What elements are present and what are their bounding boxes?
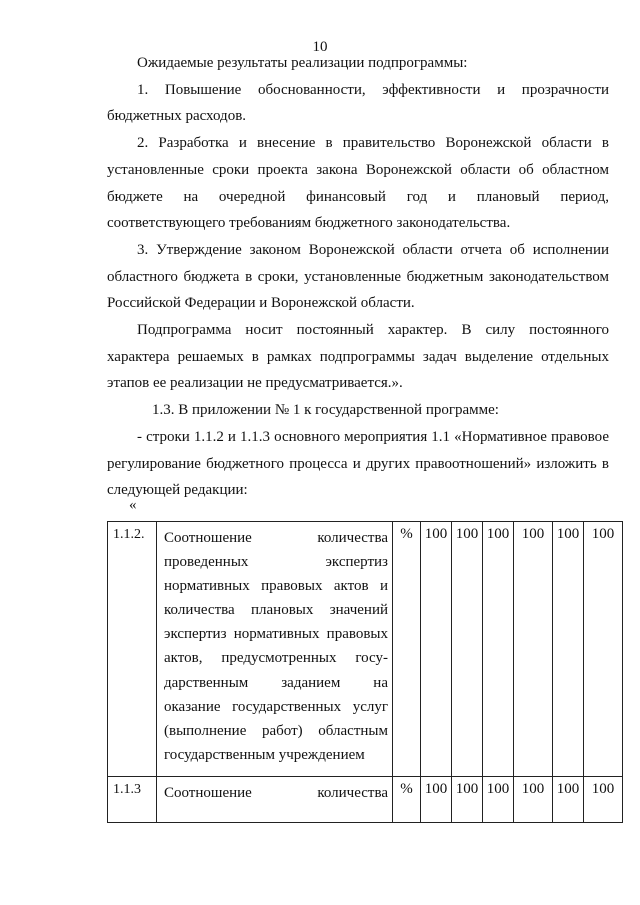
row-value: 100 — [514, 777, 553, 823]
table-row — [108, 522, 623, 777]
row-number: 1.1.3 — [108, 777, 157, 823]
paragraph-item-2: 2. Разработка и внесение в правительство Воронежской области в установленные сроки проекта закона Воронежской области об областном бюджете на очередной финансовый год и плановый период, соответствующего требованиям бюджетного законодательства. — [107, 135, 609, 232]
paragraph-appendix: 1.3. В приложении № 1 к государственной программе: — [152, 402, 499, 419]
paragraph-lines-instruction: - строки 1.1.2 и 1.1.3 основного мероприятия 1.1 «Нормативное правовое регулирование бюджетного процесса и других правоотношений» изложить в следующей редакции: — [107, 428, 609, 499]
indicator-table — [107, 521, 623, 823]
row-value: 100 — [584, 522, 623, 777]
paragraph-item-3: 3. Утверждение законом Воронежской области отчета об исполнении областного бюджета в сроки, установленные бюджетным законодательством Российской Федерации и Воронежской области. — [107, 241, 609, 312]
row-number: 1.1.2. — [108, 522, 157, 777]
row-value: 100 — [452, 522, 483, 777]
row-value: 100 — [514, 522, 553, 777]
row-unit: % — [393, 777, 421, 823]
row-value: 100 — [483, 777, 514, 823]
document-body — [107, 50, 609, 504]
paragraph-subprogram: Подпрограмма носит постоянный характер. В силу постоянного характера решаемых в рамках подпрограммы задач выделение отдельных этапов ее реализации не предусматривается.». — [107, 322, 609, 392]
table-row — [108, 777, 623, 823]
row-name: Соотношение количества проведенных экспертиз нормативных правовых актов и количества плановых значений экспертиз нормативных правовых актов, предусмотренных госу-дарственным заданием на оказание государственных услуг (выполнение работ) областным государственным учреждением — [157, 522, 393, 777]
row-value: 100 — [553, 522, 584, 777]
row-value: 100 — [421, 777, 452, 823]
paragraph-item-1: 1. Повышение обоснованности, эффективности и прозрачности бюджетных расходов. — [107, 81, 609, 125]
row-value: 100 — [421, 522, 452, 777]
opening-quote: « — [129, 497, 137, 513]
row-value: 100 — [553, 777, 584, 823]
row-value: 100 — [483, 522, 514, 777]
row-unit: % — [393, 522, 421, 777]
paragraph-expected-results: Ожидаемые результаты реализации подпрограммы: — [137, 55, 468, 71]
row-name: Соотношение количества — [157, 777, 393, 823]
row-value: 100 — [452, 777, 483, 823]
page-number: 10 — [312, 39, 328, 55]
row-value: 100 — [584, 777, 623, 823]
